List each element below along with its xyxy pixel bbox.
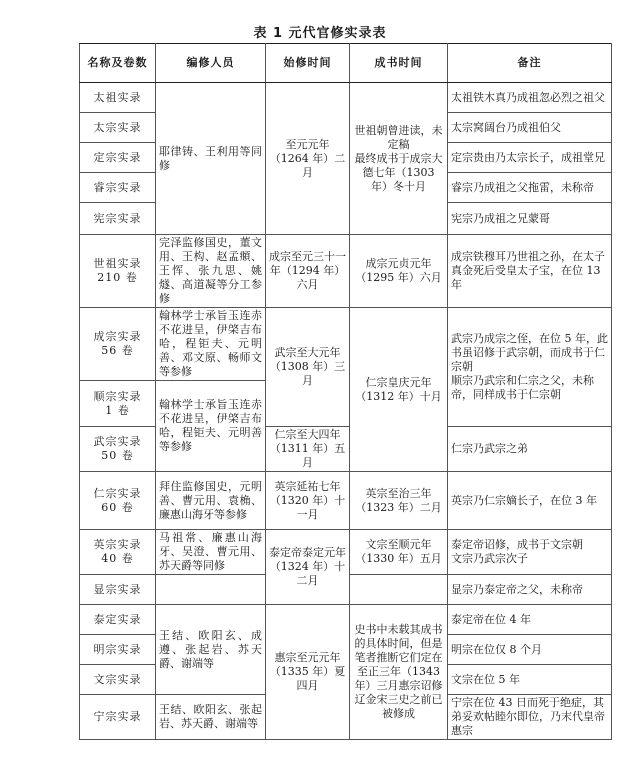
record-name: 成宗实录 56 卷 (80, 308, 156, 381)
record-name: 英宗实录 40 卷 (80, 530, 156, 575)
done-cell: 文宗至顺元年（1330 年）五月 (350, 530, 448, 575)
staff-cell-empty (156, 575, 266, 605)
staff-cell: 马祖常、廉惠山海牙、吴澄、曹元用、苏天爵等同修 (156, 530, 266, 575)
table-title: 表 1 元代官修实录表 (253, 26, 387, 41)
note-cell: 成宗铁穆耳乃世祖之孙，在太子真金死后受皇太子宝，在位 13 年 (448, 235, 612, 308)
done-cell: 成宗元贞元年（1295 年）六月 (350, 235, 448, 308)
header-done: 成书时间 (350, 44, 448, 83)
staff-cell: 王结、欧阳玄、成遵、张起岩、苏天爵、谢端等 (156, 605, 266, 695)
start-cell: 至元元年（1264 年）二月 (266, 83, 350, 235)
note-cell: 宪宗乃成祖之兄蒙哥 (448, 203, 612, 235)
staff-cell: 翰林学士承旨玉连赤不花进呈，伊棨吉布哈，程钜夫、元明善等参修 (156, 381, 266, 472)
record-name: 明宗实录 (80, 635, 156, 665)
staff-cell: 王结、欧阳玄、张起岩、苏天爵、谢端等 (156, 695, 266, 740)
header-notes: 备注 (448, 44, 612, 83)
note-cell: 英宗乃仁宗嫡长子，在位 3 年 (448, 472, 612, 530)
record-name: 泰定实录 (80, 605, 156, 635)
note-cell: 仁宗乃武宗之弟 (448, 427, 612, 472)
done-cell: 世祖朝曾进读，未定稿 最终成书于成宗大德七年（1303 年）冬十月 (350, 83, 448, 235)
table-row (80, 530, 612, 575)
start-cell: 成宗至元三十一年（1294 年）六月 (266, 235, 350, 308)
note-cell: 睿宗乃成祖之父拖雷，未称帝 (448, 173, 612, 203)
record-name: 宁宗实录 (80, 695, 156, 740)
start-cell: 泰定帝泰定元年（1324 年）十二月 (266, 530, 350, 605)
note-cell: 显宗乃泰定帝之父，未称帝 (448, 575, 612, 605)
done-cell: 英宗至治三年（1323 年）二月 (350, 472, 448, 530)
staff-cell: 耶律铸、王利用等同修 (156, 83, 266, 235)
header-row (80, 44, 612, 83)
note-cell: 宁宗在位 43 日而死于绝症，其弟妥欢帖睦尔即位，乃末代皇帝惠宗 (448, 695, 612, 740)
table-row (80, 605, 612, 635)
done-cell: 史书中未载其成书的具体时间，但是笔者推断它们定在至正三年（1343 年）三月惠宗诏修辽金宋三史之前已被修成 (350, 605, 448, 740)
start-cell: 惠宗至元元年（1335 年）夏四月 (266, 605, 350, 740)
start-cell: 仁宗至大四年（1311 年）五月 (266, 427, 350, 472)
records-table (79, 43, 612, 740)
start-cell: 英宗延祐七年（1320 年）十一月 (266, 472, 350, 530)
record-name: 太祖实录 (80, 83, 156, 113)
record-name: 显宗实录 (80, 575, 156, 605)
header-staff: 编修人员 (156, 44, 266, 83)
record-name: 武宗实录 50 卷 (80, 427, 156, 472)
record-name: 睿宗实录 (80, 173, 156, 203)
note-cell: 明宗在位仅 8 个月 (448, 635, 612, 665)
staff-cell: 翰林学士承旨玉连赤不花进呈，伊棨吉布哈，程钜夫、元明善、邓文原、畅师文等参修 (156, 308, 266, 381)
header-start: 始修时间 (266, 44, 350, 83)
done-cell-empty (350, 575, 448, 605)
record-name: 太宗实录 (80, 113, 156, 143)
start-cell: 武宗至大元年（1308 年）三月 (266, 308, 350, 427)
table-row (80, 472, 612, 530)
record-name: 宪宗实录 (80, 203, 156, 235)
note-cell: 泰定帝诏修，成书于文宗朝 文宗乃武宗次子 (448, 530, 612, 575)
staff-cell: 完泽监修国史，董文用、王构、赵孟頫、王恽、张九思、姚燧、高道凝等分工参修 (156, 235, 266, 308)
note-cell: 武宗乃成宗之侄，在位 5 年，此书虽诏修于武宗朝，而成书于仁宗朝 顺宗乃武宗和仁宗之父，未称帝，同样成书于仁宗朝 (448, 308, 612, 427)
note-cell: 泰定帝在位 4 年 (448, 605, 612, 635)
record-name: 定宗实录 (80, 143, 156, 173)
note-cell: 文宗在位 5 年 (448, 665, 612, 695)
done-cell: 仁宗皇庆元年（1312 年）十月 (350, 308, 448, 472)
note-cell: 太祖铁木真乃成祖忽必烈之祖父 (448, 83, 612, 113)
record-name: 文宗实录 (80, 665, 156, 695)
header-name: 名称及卷数 (80, 44, 156, 83)
record-name: 仁宗实录 60 卷 (80, 472, 156, 530)
staff-cell: 拜住监修国史，元明善、曹元用、袁桷、廉惠山海牙等参修 (156, 472, 266, 530)
table-row (80, 308, 612, 381)
note-cell: 太宗窝阔台乃成祖伯父 (448, 113, 612, 143)
record-name: 世祖实录 210 卷 (80, 235, 156, 308)
record-name: 顺宗实录 1 卷 (80, 381, 156, 427)
note-cell: 定宗贵由乃太宗长子，成祖堂兄 (448, 143, 612, 173)
table-row (80, 235, 612, 308)
table-row (80, 83, 612, 113)
